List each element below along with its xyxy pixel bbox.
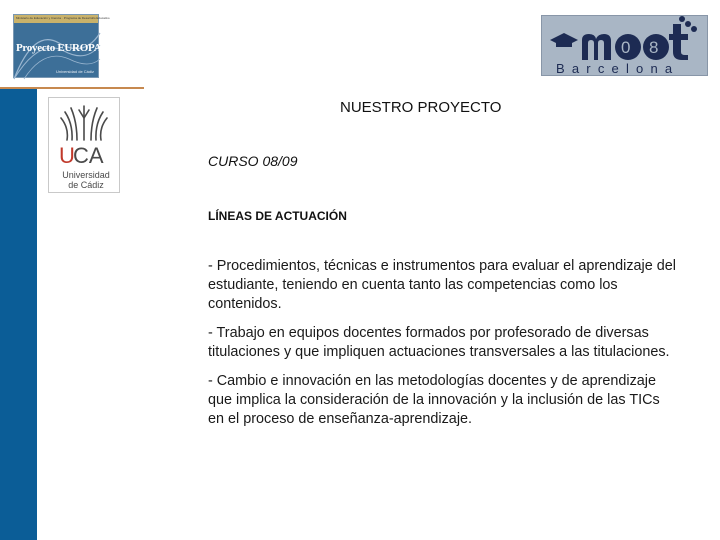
uca-initials-ca: CA — [73, 143, 104, 168]
uca-initial-u: U — [59, 143, 75, 168]
header-divider — [0, 87, 144, 89]
action-lines-list — [208, 257, 678, 439]
list-item: - Cambio e innovación en las metodologías docentes y de aprendizaje que implica la consideración de la innovación y la inclusión de las TICs en el proceso de enseñanza-aprendizaje. — [208, 373, 660, 427]
list-item: - Trabajo en equipos docentes formados por profesorado de diversas titulaciones y que impliquen actuaciones transversales a las titulaciones. — [208, 325, 670, 360]
university-name-line1: Universidad — [62, 170, 110, 180]
uca-emblem-icon — [55, 104, 113, 144]
cover-subtitle: Universidad de Cádiz — [56, 69, 95, 74]
proyecto-europa-cover — [13, 14, 110, 78]
university-name — [55, 170, 117, 190]
moot-city: Barcelona — [556, 61, 680, 76]
section-title: LÍNEAS DE ACTUACIÓN — [208, 209, 347, 223]
page-title: NUESTRO PROYECTO — [340, 99, 502, 116]
cover-band-text: Ministerio de Educación y Ciencia · Programa de Desarrollo Educativo — [16, 16, 110, 20]
moot-wordmark-icon — [542, 16, 709, 62]
moot-year-digit-0: 0 — [621, 38, 631, 57]
uca-logo — [48, 97, 120, 193]
cover-title: Proyecto EUROPA — [16, 42, 102, 54]
moot-barcelona-logo — [541, 15, 708, 76]
moot-year-digit-8: 8 — [649, 38, 659, 57]
course-label: CURSO 08/09 — [208, 153, 298, 169]
university-name-line2: de Cádiz — [68, 180, 104, 190]
list-item: - Procedimientos, técnicas e instrumentos para evaluar el aprendizaje del estudiante, teniendo en cuenta tanto las competencias como los contenidos. — [208, 258, 676, 312]
left-accent-bar — [0, 88, 37, 540]
